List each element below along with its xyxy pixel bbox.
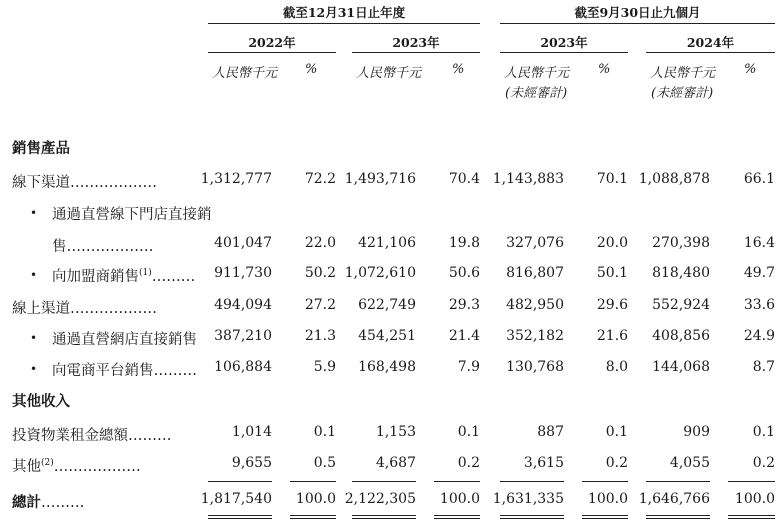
total-double-rule xyxy=(500,515,564,519)
cell-direct-online-2022-amount: 387,210 xyxy=(214,328,272,344)
cell-direct-offline-2022-pct: 22.0 xyxy=(304,235,336,251)
cell-franchisee-2023-amount: 1,072,610 xyxy=(344,265,416,281)
cell-direct-online-2024-9m-amount: 408,856 xyxy=(652,328,710,344)
section-products: 銷售產品 xyxy=(12,140,70,157)
cell-rental-2023-amount: 1,153 xyxy=(375,424,416,440)
cell-ecommerce-2023-pct: 7.9 xyxy=(457,359,480,375)
cell-direct-offline-2023-9m-pct: 20.0 xyxy=(596,235,628,251)
cell-online-2024-9m-pct: 33.6 xyxy=(743,297,775,313)
cell-rental-2022-pct: 0.1 xyxy=(313,424,336,440)
cell-franchisee-2023-9m-amount: 816,807 xyxy=(506,265,564,281)
year-header-2023-9m: 2023年 xyxy=(540,35,588,50)
cell-total-2023-amount: 2,122,305 xyxy=(344,491,416,507)
cell-ecommerce-2023-9m-pct: 8.0 xyxy=(605,359,628,375)
cell-franchisee-2023-pct: 50.6 xyxy=(448,265,480,281)
unit-pct-4: % xyxy=(744,62,757,77)
cell-franchisee-2024-9m-pct: 49.7 xyxy=(743,265,775,281)
cell-rental-2023-9m-pct: 0.1 xyxy=(605,424,628,440)
row-label-others: 其他$^{(2)}$……………… xyxy=(12,458,141,475)
total-double-rule xyxy=(434,515,480,519)
total-double-rule xyxy=(646,515,710,519)
subtotal-rule xyxy=(582,481,628,482)
unit-pct-1: % xyxy=(305,62,318,77)
cell-direct-offline-2023-amount: 421,106 xyxy=(358,235,416,251)
cell-total-2024-9m-amount: 1,646,766 xyxy=(638,491,710,507)
annual-group-header: 截至12月31日止年度 xyxy=(282,5,406,20)
subtotal-rule xyxy=(728,481,775,482)
cell-offline-2024-9m-amount: 1,088,878 xyxy=(638,171,710,187)
cell-online-2024-9m-amount: 552,924 xyxy=(652,297,710,313)
year-header-2024-9m: 2024年 xyxy=(686,35,735,50)
year-rule-4 xyxy=(646,52,775,53)
cell-offline-2023-9m-pct: 70.1 xyxy=(596,171,628,187)
cell-franchisee-2024-9m-amount: 818,480 xyxy=(652,265,710,281)
bullet-icon: • xyxy=(30,331,38,345)
row-label-total: 總計……… xyxy=(12,494,85,511)
cell-online-2023-pct: 29.3 xyxy=(448,297,480,313)
nine-month-group-header: 截至9月30日止九個月 xyxy=(574,5,701,20)
cell-franchisee-2022-pct: 50.2 xyxy=(304,265,336,281)
cell-others-2024-9m-amount: 4,055 xyxy=(669,455,710,471)
cell-others-2023-9m-pct: 0.2 xyxy=(605,455,628,471)
total-double-rule xyxy=(208,515,272,519)
cell-ecommerce-2022-amount: 106,884 xyxy=(214,359,272,375)
cell-direct-offline-2023-9m-amount: 327,076 xyxy=(506,235,564,251)
cell-others-2022-pct: 0.5 xyxy=(313,455,336,471)
cell-others-2023-amount: 4,687 xyxy=(375,455,416,471)
total-double-rule xyxy=(728,515,775,519)
subtotal-rule xyxy=(434,481,480,482)
cell-direct-online-2022-pct: 21.3 xyxy=(304,328,336,344)
cell-offline-2022-pct: 72.2 xyxy=(304,171,336,187)
cell-total-2023-9m-pct: 100.0 xyxy=(587,491,628,507)
row-label-direct-offline: 通過直營線下門店直接銷 xyxy=(52,207,212,223)
cell-rental-2024-9m-pct: 0.1 xyxy=(752,424,775,440)
section-other-income: 其他收入 xyxy=(12,393,70,410)
cell-direct-online-2023-pct: 21.4 xyxy=(448,328,480,344)
cell-offline-2023-pct: 70.4 xyxy=(448,171,480,187)
row-label-direct-online: 通過直營網店直接銷售 xyxy=(52,332,197,348)
unit-pct-3: % xyxy=(598,62,611,77)
cell-ecommerce-2024-9m-pct: 8.7 xyxy=(752,359,775,375)
unit-pct-2: % xyxy=(452,62,465,77)
cell-direct-online-2023-9m-amount: 352,182 xyxy=(506,328,564,344)
cell-total-2023-9m-amount: 1,631,335 xyxy=(492,491,564,507)
row-label-franchisee: 向加盟商銷售$^{(1)}$……… xyxy=(52,268,196,285)
year-header-2023: 2023年 xyxy=(392,35,440,50)
year-rule-3 xyxy=(500,52,628,53)
cell-direct-offline-2024-9m-pct: 16.4 xyxy=(743,235,775,251)
unit-amount-4: 人民幣千元 xyxy=(650,66,716,81)
cell-total-2023-pct: 100.0 xyxy=(439,491,480,507)
cell-direct-offline-2023-pct: 19.8 xyxy=(448,235,480,251)
total-double-rule xyxy=(352,515,416,519)
cell-online-2022-amount: 494,094 xyxy=(214,297,272,313)
cell-offline-2022-amount: 1,312,777 xyxy=(200,171,272,187)
cell-online-2023-amount: 622,749 xyxy=(358,297,416,313)
cell-total-2022-amount: 1,817,540 xyxy=(200,491,272,507)
cell-others-2022-amount: 9,655 xyxy=(231,455,272,471)
subtotal-rule xyxy=(646,481,710,482)
cell-total-2024-9m-pct: 100.0 xyxy=(734,491,775,507)
unit-amount-1: 人民幣千元 xyxy=(212,66,278,81)
unit-amount-3: 人民幣千元 xyxy=(504,66,570,81)
unit-amount-2: 人民幣千元 xyxy=(356,66,422,81)
nine-month-group-rule xyxy=(500,23,775,24)
unaudited-4: (未經審計) xyxy=(651,86,714,101)
row-label-online: 線上渠道……………… xyxy=(12,301,157,317)
bullet-icon: • xyxy=(30,206,38,220)
cell-rental-2023-9m-amount: 887 xyxy=(537,424,564,440)
subtotal-rule xyxy=(352,481,416,482)
cell-franchisee-2022-amount: 911,730 xyxy=(214,265,272,281)
row-label-offline: 線下渠道……………… xyxy=(12,175,157,191)
subtotal-rule xyxy=(500,481,564,482)
cell-online-2023-9m-pct: 29.6 xyxy=(596,297,628,313)
cell-total-2022-pct: 100.0 xyxy=(295,491,336,507)
cell-direct-online-2023-9m-pct: 21.6 xyxy=(596,328,628,344)
bullet-icon: • xyxy=(30,362,38,376)
cell-direct-offline-2022-amount: 401,047 xyxy=(214,235,272,251)
cell-online-2022-pct: 27.2 xyxy=(304,297,336,313)
year-header-2022: 2022年 xyxy=(248,35,296,50)
annual-group-rule xyxy=(208,23,480,24)
cell-others-2023-pct: 0.2 xyxy=(457,455,480,471)
row-label-rental: 投資物業租金總額……… xyxy=(12,428,172,444)
cell-others-2023-9m-amount: 3,615 xyxy=(523,455,564,471)
year-rule-1 xyxy=(208,52,336,53)
cell-ecommerce-2024-9m-amount: 144,068 xyxy=(652,359,710,375)
year-rule-2 xyxy=(352,52,480,53)
bullet-icon: • xyxy=(30,268,38,282)
row-label-direct-offline-cont: 售……………… xyxy=(52,239,154,255)
cell-online-2023-9m-amount: 482,950 xyxy=(506,297,564,313)
subtotal-rule xyxy=(290,481,336,482)
row-label-ecommerce: 向電商平台銷售……… xyxy=(52,363,197,379)
total-double-rule xyxy=(582,515,628,519)
cell-ecommerce-2022-pct: 5.9 xyxy=(313,359,336,375)
cell-offline-2023-amount: 1,493,716 xyxy=(344,171,416,187)
cell-ecommerce-2023-amount: 168,498 xyxy=(358,359,416,375)
cell-offline-2024-9m-pct: 66.1 xyxy=(743,171,775,187)
cell-offline-2023-9m-amount: 1,143,883 xyxy=(492,171,564,187)
cell-rental-2022-amount: 1,014 xyxy=(231,424,272,440)
cell-direct-offline-2024-9m-amount: 270,398 xyxy=(652,235,710,251)
cell-ecommerce-2023-9m-amount: 130,768 xyxy=(506,359,564,375)
cell-franchisee-2023-9m-pct: 50.1 xyxy=(596,265,628,281)
cell-direct-online-2024-9m-pct: 24.9 xyxy=(743,328,775,344)
cell-others-2024-9m-pct: 0.2 xyxy=(752,455,775,471)
subtotal-rule xyxy=(208,481,272,482)
total-double-rule xyxy=(290,515,336,519)
unaudited-3: (未經審計) xyxy=(505,86,568,101)
cell-direct-online-2023-amount: 454,251 xyxy=(358,328,416,344)
cell-rental-2023-pct: 0.1 xyxy=(457,424,480,440)
cell-rental-2024-9m-amount: 909 xyxy=(683,424,710,440)
